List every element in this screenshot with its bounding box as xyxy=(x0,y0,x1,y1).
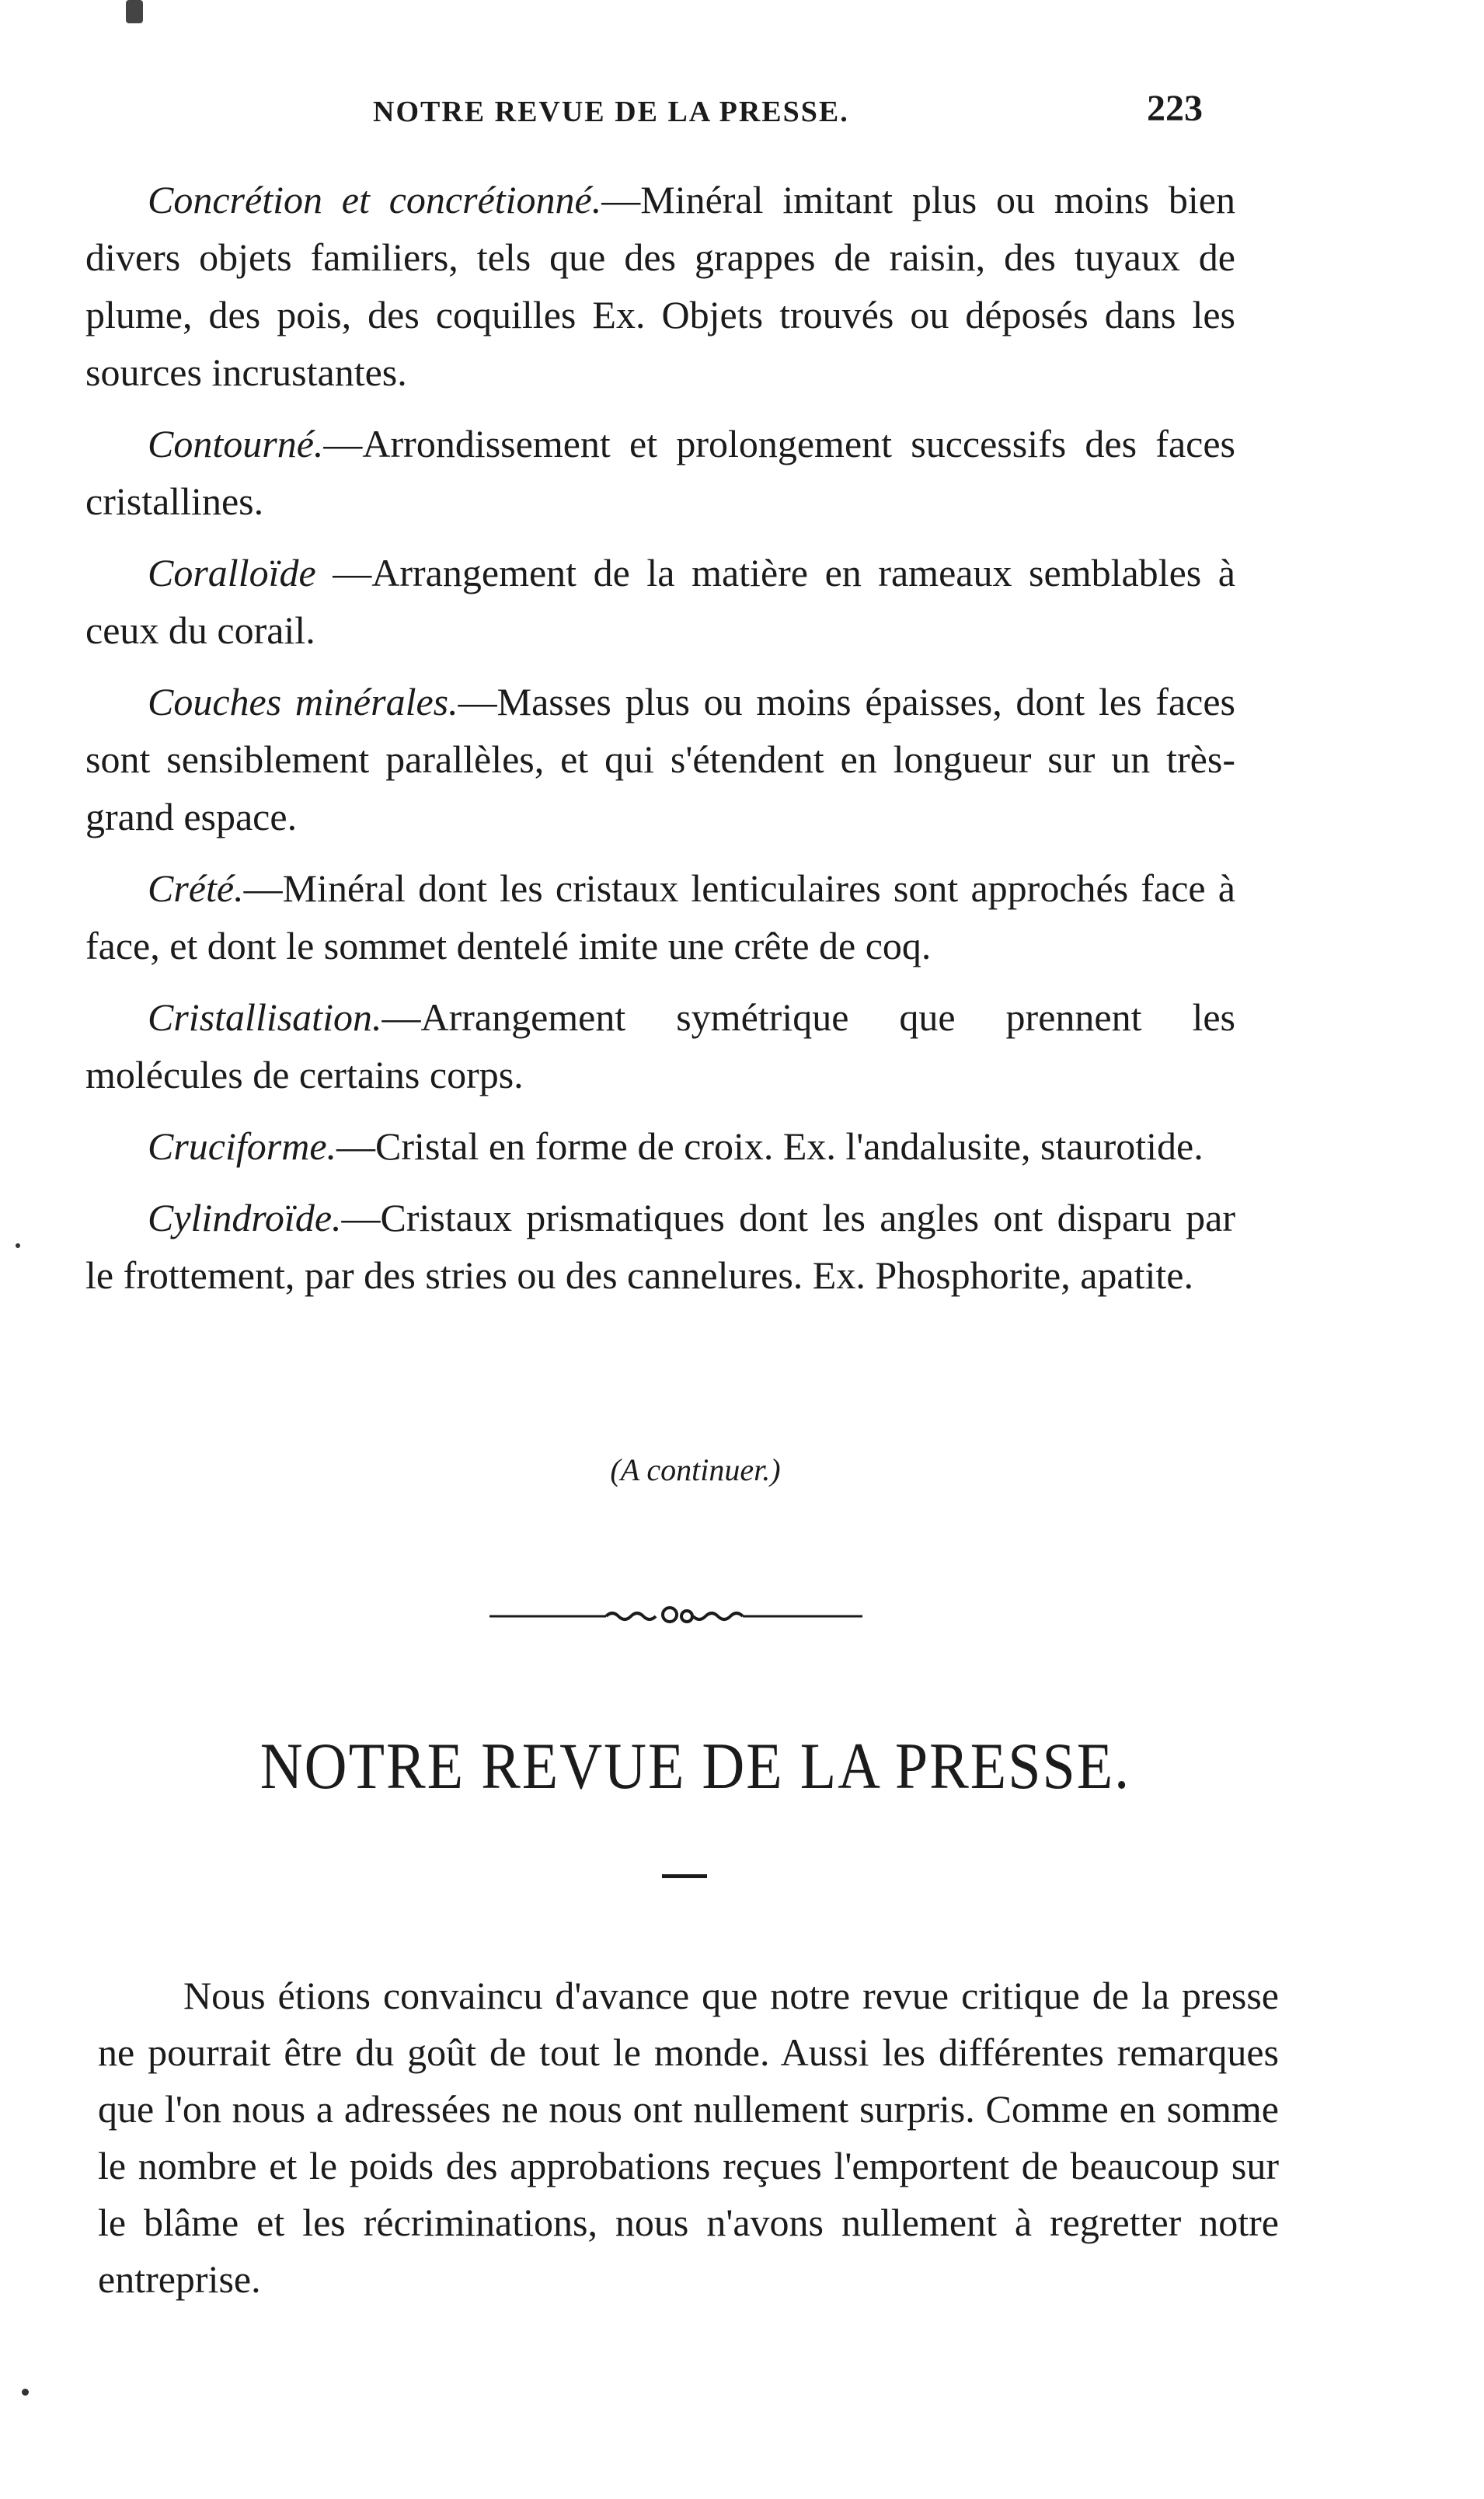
glossary-term: Concrétion et concrétionné. xyxy=(148,178,602,221)
glossary-definition: —Cristal en forme de croix. Ex. l'andalusite, staurotide. xyxy=(336,1124,1204,1168)
glossary-definition: —Minéral imitant plus ou moins bien divers objets familiers, tels que des grappes de raisin, des tuyaux de plume, des pois, des coquilles Ex. Objets trouvés ou déposés dans les sources incrustantes. xyxy=(85,178,1235,394)
glossary-definition: —Arrangement symétrique que prennent les molécules de certains corps. xyxy=(85,995,1235,1096)
glossary-term: Cylindroïde. xyxy=(148,1196,342,1239)
glossary-term: Couches minérales. xyxy=(148,680,458,723)
glossary-entry xyxy=(85,171,1235,401)
glossary-definition: —Masses plus ou moins épaisses, dont les faces sont sensiblement parallèles, et qui s'étendent en longueur sur un très-grand espace. xyxy=(85,680,1235,838)
section-intro-paragraph: Nous étions convaincu d'avance que notre revue critique de la presse ne pourrait être du goût de tout le monde. Aussi les différentes remarques que l'on nous a adressées ne nous ont nullement surpris. Comme en somme le nombre et le poids des approbations reçues l'emportent de beaucoup sur le blâme et les récriminations, nous n'avons nullement à regretter notre entreprise. xyxy=(98,1974,1279,2301)
glossary-term: Contourné. xyxy=(148,422,324,465)
glossary-definition: —Arrangement de la matière en rameaux semblables à ceux du corail. xyxy=(85,551,1235,652)
scan-speck xyxy=(22,2389,29,2396)
glossary-entry xyxy=(85,544,1235,659)
glossary-entry xyxy=(85,1117,1235,1175)
glossary-term: Coralloïde xyxy=(148,551,316,594)
glossary-entry xyxy=(85,988,1235,1103)
glossary-entry xyxy=(85,859,1235,974)
page-number: 223 xyxy=(1147,88,1203,129)
ornamental-divider xyxy=(489,1601,862,1632)
glossary-term: Cruciforme. xyxy=(148,1124,337,1168)
glossary-entry xyxy=(85,415,1235,530)
section-title: NOTRE REVUE DE LA PRESSE. xyxy=(260,1729,1131,1803)
glossary-entry xyxy=(85,673,1235,845)
continuation-note: (A continuer.) xyxy=(610,1452,781,1487)
glossary-definition: —Minéral dont les cristaux lenticulaires sont approchés face à face, et dont le sommet dentelé imite une crête de coq. xyxy=(85,866,1235,967)
running-title: NOTRE REVUE DE LA PRESSE. xyxy=(373,96,849,128)
glossary-definition: —Cristaux prismatiques dont les angles ont disparu par le frottement, par des stries ou des cannelures. Ex. Phosphorite, apatite. xyxy=(85,1196,1235,1297)
glossary-definition: —Arrondissement et prolongement successifs des faces cristallines. xyxy=(85,422,1235,523)
scan-speck xyxy=(126,0,143,23)
title-rule xyxy=(662,1874,707,1878)
glossary-term: Crété. xyxy=(148,866,244,910)
glossary-term: Cristallisation. xyxy=(148,995,382,1039)
scan-speck xyxy=(16,1243,20,1248)
glossary-entry xyxy=(85,1189,1235,1304)
glossary-section xyxy=(85,171,1235,1318)
